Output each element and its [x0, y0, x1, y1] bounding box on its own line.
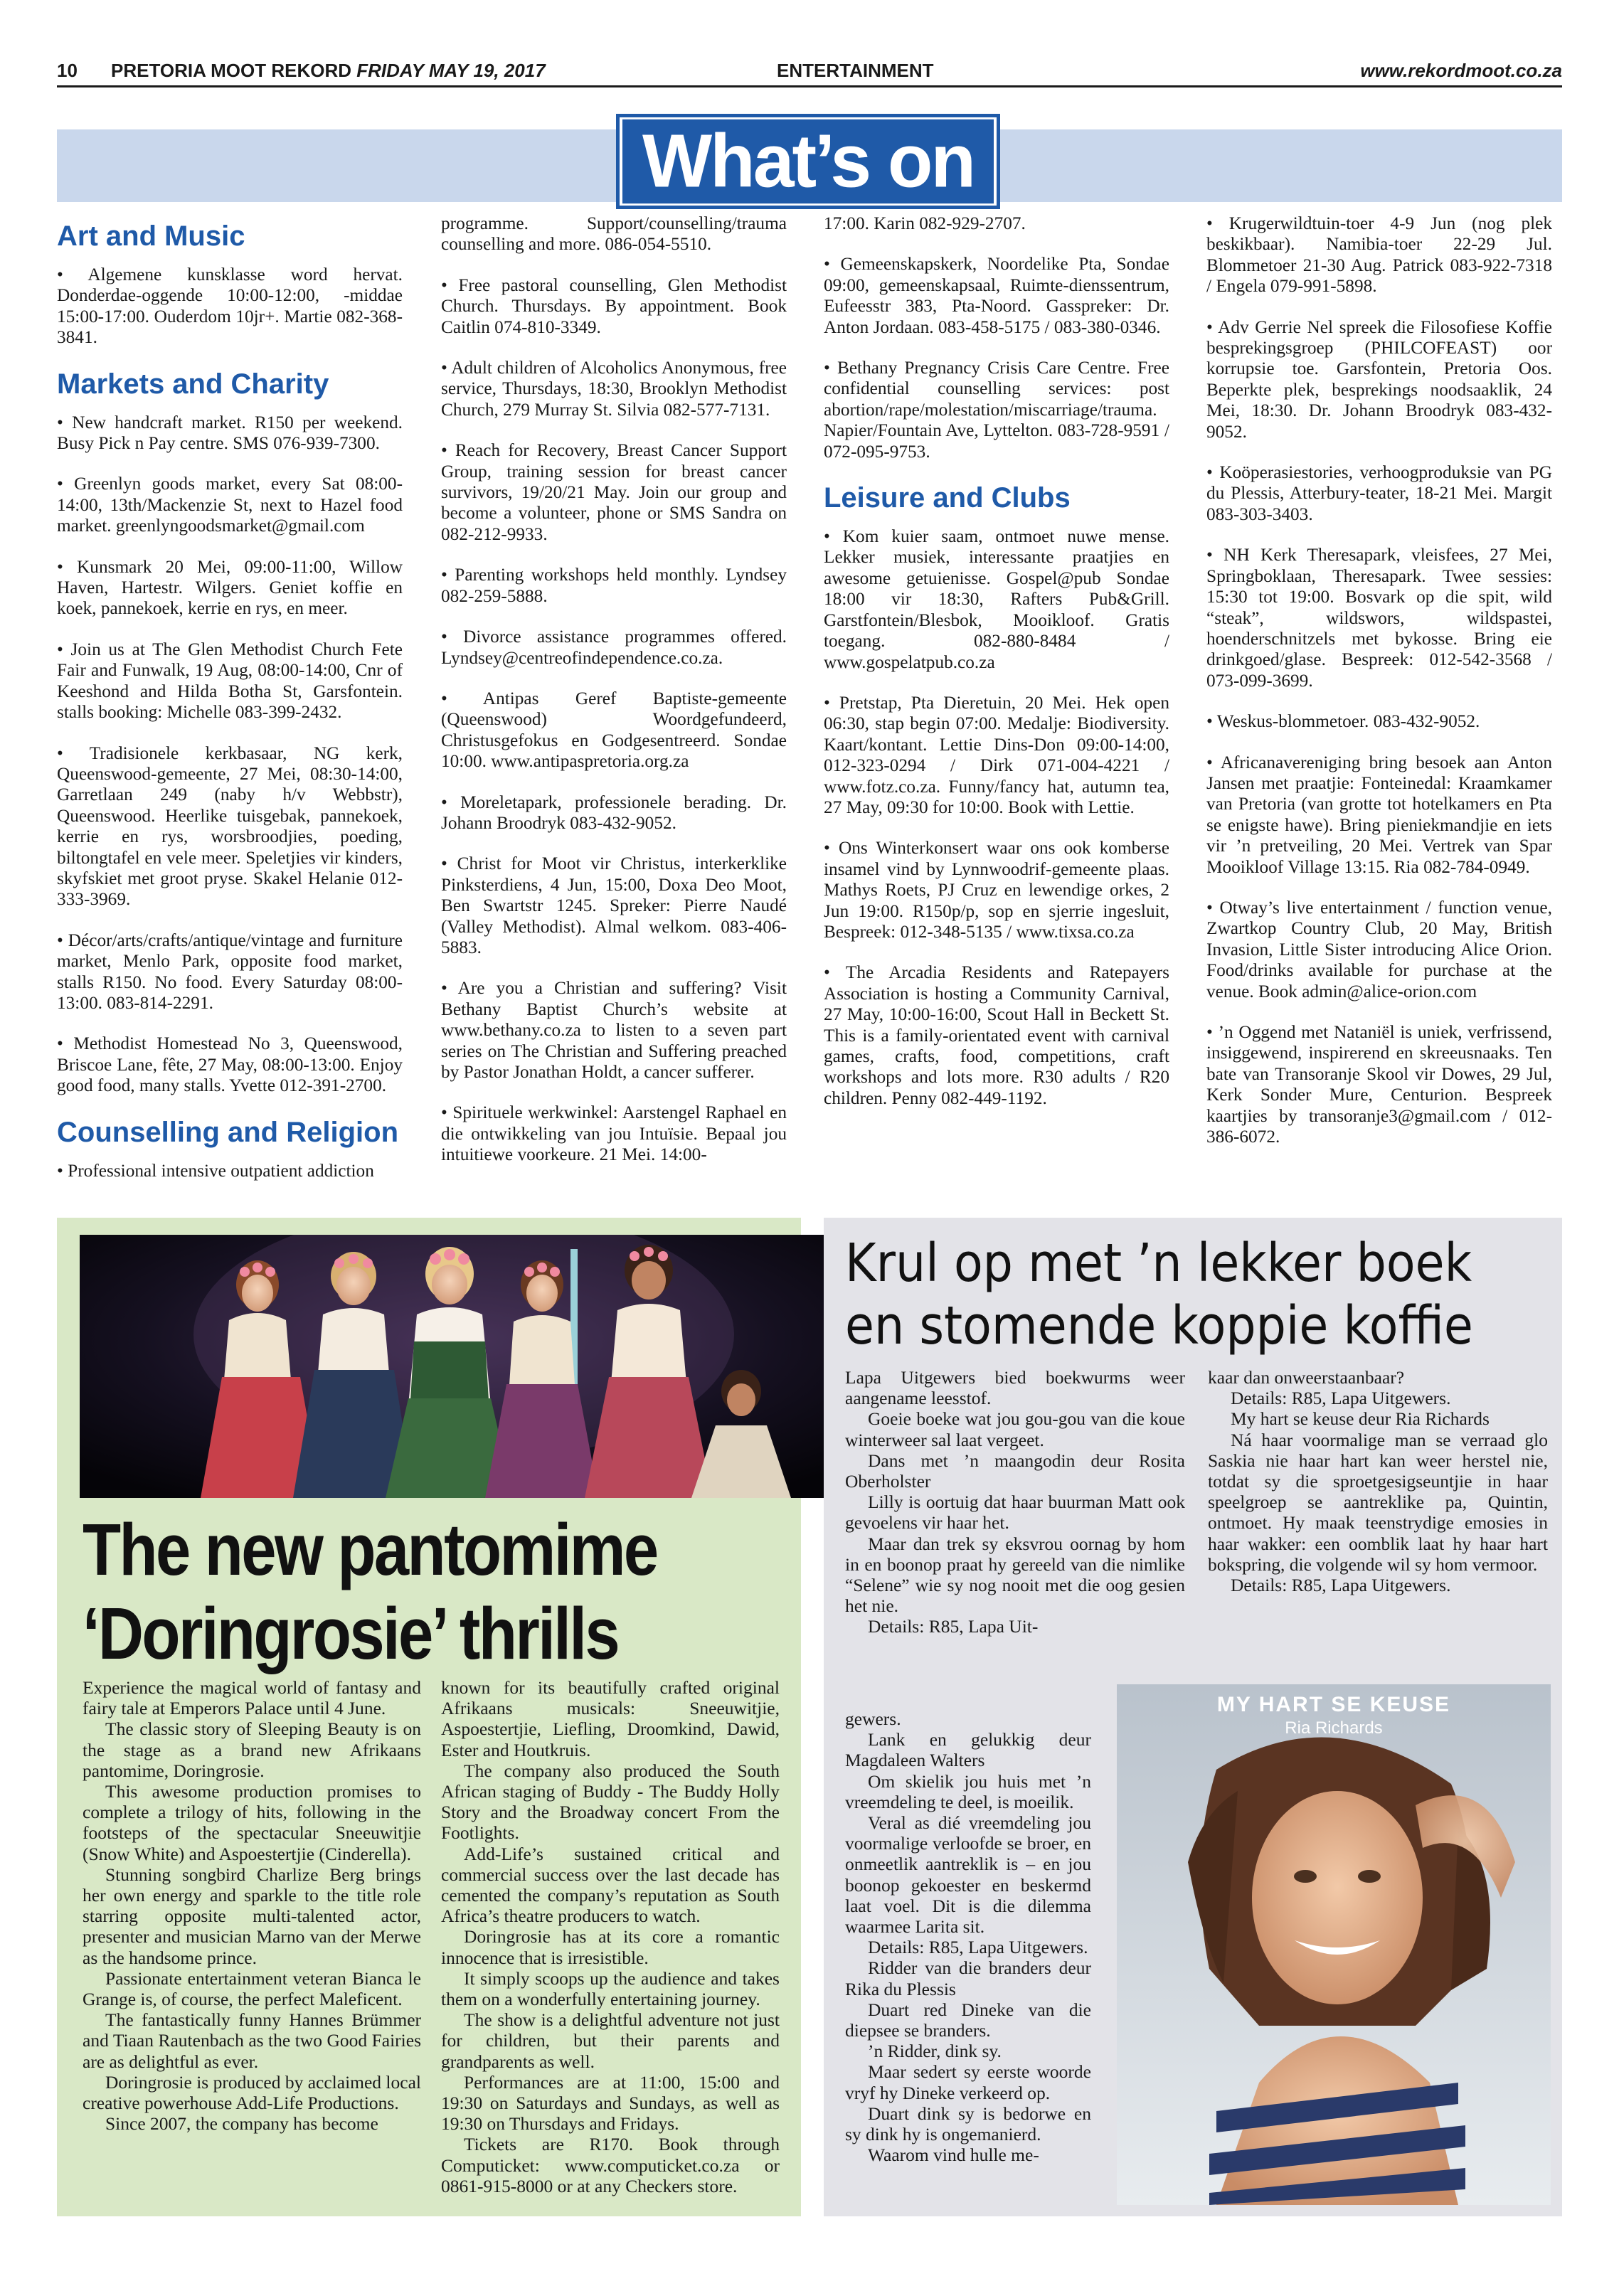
article-paragraph: Add-Life’s sustained critical and commercial success over the last decade has cemented the company’s reputation as South Africa’s theatre producers to watch. [441, 1843, 780, 1927]
book-headline-line-1: Krul op met ’n lekker boek [845, 1233, 1472, 1294]
listing-entry: • Adv Gerrie Nel spreek die Filosofiese Koffie besprekingsgroep (PHILCOFEAST) oor korrupsie toe. Garsfontein, Pretoria Oos. Beperkte plek, besprekings noodsaaklik, 24 Mei, 18:30. Dr. Johann Broodryk 083-432-9052. [1206, 317, 1552, 442]
article-paragraph: Tickets are R170. Book through Computicket: www.computicket.co.za or 0861-915-8000 or at any Checkers store. [441, 2134, 780, 2196]
article-paragraph: Stunning songbird Charlize Berg brings her own energy and sparkle to the title role starring opposite multi-talented actor, presenter and musician Marno van der Merwe as the handsome prince. [83, 1864, 421, 1968]
category-heading: Counselling and Religion [57, 1116, 398, 1148]
listing-entry: • Algemene kunsklasse word hervat. Donderdae-oggende 10:00-12:00, -middae 15:00-17:00. Ouderdom 10jr+. Martie 082-368-3841. [57, 265, 403, 348]
pantomime-headline [83, 1508, 694, 1676]
book-cover-author: Ria Richards [1285, 1718, 1383, 1738]
listing-column-1 [57, 213, 403, 1199]
listing-entry: • Tradisionele kerkbasaar, NG kerk, Queenswood-gemeente, 27 Mei, 08:30-14:00, Garretlaan 249 (naby h/v Webbstr), Queenswood. Heerlike tuisgebak, pannekoek, kerrie en rys, worsbroodjies, poeding, biltongtafel en vele meer. Speletjies vir kinders, skyfskiet met groot pryse. Skakel Helanie 012-333-3969. [57, 743, 403, 910]
listing-entry: • Antipas Geref Baptiste-gemeente (Queenswood) Woordgefundeerd, Christusgefokus en Godgesentreerd. Sondae 10:00. www.antipaspretoria.org.za [441, 688, 787, 772]
listing-entry: • Krugerwildtuin-toer 4-9 Jun (nog plek beskikbaar). Namibia-toer 22-29 Jul. Blommetoer 21-30 Aug. Patrick 083-922-7318 / Engela 079-991-5898. [1206, 213, 1552, 297]
article-paragraph: Doringrosie is produced by acclaimed local creative powerhouse Add-Life Productions. [83, 2071, 421, 2114]
article-paragraph: Details: R85, Lapa Uitgewers. [868, 1937, 1088, 1958]
category-heading: Markets and Charity [57, 368, 329, 400]
header-rule [57, 85, 1562, 87]
pantomime-body-column-1 [83, 1677, 421, 2218]
category-heading: Leisure and Clubs [824, 482, 1071, 514]
publication-name: PRETORIA MOOT REKORD [111, 60, 352, 81]
listing-entry: • Reach for Recovery, Breast Cancer Support Group, training session for breast cancer survivors, 19/20/21 May. Join our group and become a volunteer, phone or SMS Sandra on 082-212-9933. [441, 440, 787, 544]
publication-line [111, 60, 546, 82]
listing-entry: • ’n Oggend met Nataniël is uniek, verfrissend, insiggewend, inspirerend en skreeusnaaks. Ten bate van Transoranje Skool vir Dowes, 29 Jul, Kerk Sonder Mure, Centurion. Bespreek kaartjies by transoranje3@gmail.com / 012-386-6072. [1206, 1022, 1552, 1147]
pantomime-stage-photo [80, 1235, 841, 1498]
article-paragraph: Doringrosie has at its core a romantic innocence that is irresistible. [441, 1926, 780, 1968]
article-paragraph: Passionate entertainment veteran Bianca le Grange is, of course, the perfect Maleficent. [83, 1967, 421, 2010]
listing-entry: • New handcraft market. R150 per weekend. Busy Pick n Pay centre. SMS 076-939-7300. [57, 412, 403, 454]
article-paragraph: Veral as dié vreemdeling jou voormalige verloofde se broer, en onmeetlik aantreklik is – en jou boonop gekoester en beskermd laat voel. Dit is die dilemma waarmee Larita sit. [845, 1812, 1091, 1938]
article-paragraph: This awesome production promises to complete a trilogy of hits, following in the footsteps of the spectacular Sneeuwitjie (Snow White) and Aspoestertjie (Cinderella). [83, 1781, 421, 1864]
article-paragraph: Details: R85, Lapa Uitgewers. [1231, 1388, 1451, 1409]
article-paragraph: Lapa Uitgewers bied boekwurms weer aangename leesstof. [845, 1367, 1185, 1409]
listing-entry: • Greenlyn goods market, every Sat 08:00-14:00, 13th/Mackenzie St, next to Hazel food market. greenlyngoodsmarket@gmail.com [57, 474, 403, 536]
article-paragraph: Ridder van die branders deur Rika du Plessis [845, 1957, 1091, 1999]
listing-entry: • Free pastoral counselling, Glen Methodist Church. Thursdays. By appointment. Book Caitlin 074-810-3349. [441, 275, 787, 337]
article-paragraph: Maar dan trek sy eksvrou oornag by hom in en boonop praat hy gereeld van die nimlike “Selene” wie sy nog nooit met die oog gesien het nie. [845, 1533, 1185, 1617]
book-headline [845, 1232, 1485, 1357]
article-paragraph: Goeie boeke wat jou gou-gou van die koue winterweer sal laat vergeet. [845, 1408, 1185, 1450]
page-number: 10 [57, 60, 78, 81]
article-paragraph: known for its beautifully crafted original Afrikaans musicals: Sneeuwitjie, Aspoestertjie, Liefling, Droomkind, Dawid, Ester and Houtkruis. [441, 1677, 780, 1760]
article-paragraph: Since 2007, the company has become [105, 2113, 378, 2135]
listing-column-2 [441, 213, 787, 1199]
book-body-column-1-top [845, 1367, 1185, 1708]
book-body-column-2 [1208, 1367, 1548, 1708]
book-body-column-1-bottom [845, 1708, 1091, 2206]
listing-entry: • Divorce assistance programmes offered. Lyndsey@centreofindependence.co.za. [441, 627, 787, 668]
article-paragraph: Performances are at 11:00, 15:00 and 19:30 on Saturdays and Sundays, as well as 19:30 on Thursdays and Fridays. [441, 2071, 780, 2135]
book-cover-title: MY HART SE KEUSE [1216, 1693, 1451, 1716]
pantomime-article [57, 1218, 801, 2216]
pantomime-headline-line-2: ‘Doringrosie’ thrills [83, 1593, 619, 1674]
listing-entry: • Ons Winterkonsert waar ons ook komberse insamel vind by Lynnwoodrif-gemeente plaas. Mathys Roets, PJ Cruz en lewendige orkes, 2 Jun 19:00. R150p/p, sop en sjerrie ingesluit, Bespreek: 012-348-5135 / www.tixsa.co.za [824, 838, 1169, 942]
listing-entry: • Adult children of Alcoholics Anonymous, free service, Thursdays, 18:30, Brooklyn Methodist Church, 279 Murray St. Silvia 082-577-7131. [441, 358, 787, 420]
article-paragraph: Duart dink sy is bedorwe en sy dink hy is ongemanierd. [845, 2103, 1091, 2145]
book-article [824, 1218, 1562, 2216]
listing-entry: 17:00. Karin 082-929-2707. [824, 213, 1026, 233]
article-paragraph: The classic story of Sleeping Beauty is on the stage as a brand new Afrikaans pantomime, Doringrosie. [83, 1718, 421, 1781]
article-paragraph: My hart se keuse deur Ria Richards [1231, 1408, 1490, 1430]
listing-entry: • Join us at The Glen Methodist Church Fete Fair and Funwalk, 19 Aug, 08:00-14:00, Cnr of Keeshond and Hilda Botha St, Garsfontein. stalls booking: Michelle 083-399-2432. [57, 639, 403, 723]
listing-entry: • Weskus-blommetoer. 083-432-9052. [1206, 711, 1480, 732]
article-paragraph: It simply scoops up the audience and takes them on a wonderfully entertaining journey. [441, 1967, 780, 2010]
page-header [57, 60, 1562, 84]
listing-entry: • Pretstap, Pta Dieretuin, 20 Mei. Hek open 06:30, stap begin 07:00. Medalje: Biodiversity. Kaart/kontant. Lettie Dins-Don 09:00-14:00, 012-323-0294 / Dirk 071-004-4221 / www.fotz.co.za. Funny/fancy hat, autumn tea, 27 May, 09:30 for 10:00. Book with Lettie. [824, 692, 1169, 817]
listing-entry: • Décor/arts/crafts/antique/vintage and furniture market, Menlo Park, opposite food market, stalls R150. No food. Every Saturday 08:00-13:00. 083-814-2291. [57, 930, 403, 1013]
listing-entry: • NH Kerk Theresapark, vleisfees, 27 Mei, Springboklaan, Theresapark. Twee sessies: 15:30 tot 19:00. Bosvark op die spit, wild “steak”, wildswors, wildspastei, hoenderschnitzels met bykosse. Bring eie drinkgoed/glase. Bespreek: 012-542-3568 / 073-099-3699. [1206, 545, 1552, 691]
listing-entry: • Christ for Moot vir Christus, interkerklike Pinksterdiens, 4 Jun, 15:00, Doxa Deo Moot, Ben Swartstr 1245. Spreker: Pierre Naudé (Valley Methodist). Almal welkom. 083-406-5883. [441, 854, 787, 957]
article-paragraph: kaar dan onweerstaanbaar? [1208, 1367, 1405, 1388]
listing-entry: • Gemeenskapskerk, Noordelike Pta, Sondae 09:00, gemeenskapsaal, Ruimte-dienssentrum, Eufeesstr 383, Pta-Noord. Gasspreker: Dr. Anton Jordaan. 083-458-5175 / 083-380-0346. [824, 254, 1169, 337]
listing-entry: • Kom kuier saam, ontmoet nuwe mense. Lekker musiek, interessante praatjies en awesome getuienisse. Gospel@pub Sondae 18:00 vir 18:30, Rafters Pub&Grill. Garstfontein/Blesbok, Mooikloof. Gratis toegang. 082-880-8484 / www.gospelatpub.co.za [824, 526, 1169, 672]
article-paragraph: Om skielik jou huis met ’n vreemdeling te deel, is moeilik. [845, 1770, 1091, 1812]
article-paragraph: gewers. [845, 1708, 901, 1729]
article-paragraph: Waarom vind hulle me- [868, 2144, 1039, 2166]
listing-entry: • Koöperasiestories, verhoogproduksie van PG du Plessis, Atterbury-teater, 18-21 Mei. Margit 083-303-3403. [1206, 462, 1552, 524]
listing-entry: • Spirituele werkwinkel: Aarstengel Raphael en die ontwikkeling van jou Intuïsie. Bepaal jou intuitiewe voorkeure. 21 Mei. 14:00- [441, 1102, 787, 1165]
article-paragraph: Maar sedert sy eerste woorde vryf hy Dineke verkeerd op. [845, 2061, 1091, 2103]
article-paragraph: The company also produced the South African staging of Buddy - The Buddy Holly Story and the Broadway concert From the Footlights. [441, 1760, 780, 1844]
article-paragraph: Details: R85, Lapa Uit- [868, 1616, 1039, 1637]
category-heading: Art and Music [57, 220, 245, 252]
article-paragraph: Dans met ’n maangodin deur Rosita Oberholster [845, 1450, 1185, 1492]
pantomime-body-column-2 [441, 1677, 780, 2218]
article-paragraph: Ná haar voormalige man se verraad glo Saskia nie haar hart kan weer herstel nie, totdat sy die sproetgesigseuntjie in haar speelgroep se aantreklike pa, Quintin, ontmoet. Hy maak teenstrydige emosies in haar wakker: een oomblik laat hy haar hart bokspring, die volgende wil sy hom vermoor. [1208, 1429, 1548, 1575]
whats-on-title-box [616, 114, 1000, 209]
listing-entry: programme. Support/counselling/trauma counselling and more. 086-054-5510. [441, 213, 787, 255]
pantomime-headline-line-1: The new pantomime [83, 1509, 657, 1590]
article-paragraph: The show is a delightful adventure not just for children, but their parents and grandparents as well. [441, 2009, 780, 2072]
article-paragraph: Duart red Dineke van die diepsee se branders. [845, 1999, 1091, 2041]
listing-entry: • Professional intensive outpatient addiction [57, 1160, 374, 1181]
article-paragraph: Experience the magical world of fantasy and fairy tale at Emperors Palace until 4 June. [83, 1677, 421, 1719]
article-paragraph: Lilly is oortuig dat haar buurman Matt ook gevoelens vir haar het. [845, 1492, 1185, 1534]
article-paragraph: The fantastically funny Hannes Brümmer and Tiaan Rautenbach as the two Good Fairies are as delightful as ever. [83, 2009, 421, 2072]
issue-date: FRIDAY MAY 19, 2017 [356, 60, 546, 81]
whats-on-title: What’s on [622, 119, 994, 203]
book-cover-image [1117, 1684, 1551, 2205]
website-url[interactable]: www.rekordmoot.co.za [1360, 60, 1562, 81]
listing-entry: • Bethany Pregnancy Crisis Care Centre. Free confidential counselling services: post abortion/rape/molestation/miscarriage/trauma. Napier/Fountain Ave, Lyttelton. 083-728-9591 / 072-095-9753. [824, 358, 1169, 462]
listing-entry: • The Arcadia Residents and Ratepayers Association is hosting a Community Carnival, 27 May, 10:00-16:00, Scout Hall in Beckett St. This is a family-orientated event with carnival games, crafts, food, competitions, craft workshops and lots more. R30 adults / R20 children. Penny 082-449-1192. [824, 962, 1169, 1108]
listing-entry: • Africanavereniging bring besoek aan Anton Jansen met praatjie: Fonteinedal: Kraamkamer van Pretoria (van grotte tot hotelkamers en Pta se enigste hawe). Bring pieniekmandjie en iets vir ’n pretveiling, 20 Mei. Vertrek van Spar Mooikloof Village 13:15. Ria 082-784-0949. [1206, 752, 1552, 877]
listing-column-3 [824, 213, 1169, 1199]
listing-column-4 [1206, 213, 1552, 1199]
listing-entry: • Methodist Homestead No 3, Queenswood, Briscoe Lane, fête, 27 May, 08:00-13:00. Enjoy good food, many stalls. Yvette 012-391-2700. [57, 1033, 403, 1096]
listing-entry: • Otway’s live entertainment / function venue, Zwartkop Country Club, 20 May, British Invasion, Little Sister introducing Alice Orion. Food/drinks available for purchase at the venue. Book admin@alice-orion.com [1206, 897, 1552, 1001]
listing-entry: • Kunsmark 20 Mei, 09:00-11:00, Willow Haven, Hartestr. Wilgers. Geniet koffie en koek, pannekoek, kerrie en rys, en meer. [57, 556, 403, 619]
book-headline-line-2: en stomende koppie koffie [845, 1295, 1473, 1356]
article-paragraph: Lank en gelukkig deur Magdaleen Walters [845, 1729, 1091, 1771]
article-paragraph: Details: R85, Lapa Uitgewers. [1231, 1575, 1451, 1596]
listing-entry: • Parenting workshops held monthly. Lyndsey 082-259-5888. [441, 565, 787, 606]
listing-entry: • Are you a Christian and suffering? Visit Bethany Baptist Church’s website at www.bethany.co.za to listen to a seven part series on The Christian and Suffering preached by Pastor Jonathan Holdt, a cancer sufferer. [441, 978, 787, 1082]
article-paragraph: ’n Ridder, dink sy. [868, 2041, 1002, 2062]
listing-entry: • Moreletapark, professionele berading. Dr. Johann Broodryk 083-432-9052. [441, 792, 787, 833]
section-name: ENTERTAINMENT [777, 60, 934, 81]
